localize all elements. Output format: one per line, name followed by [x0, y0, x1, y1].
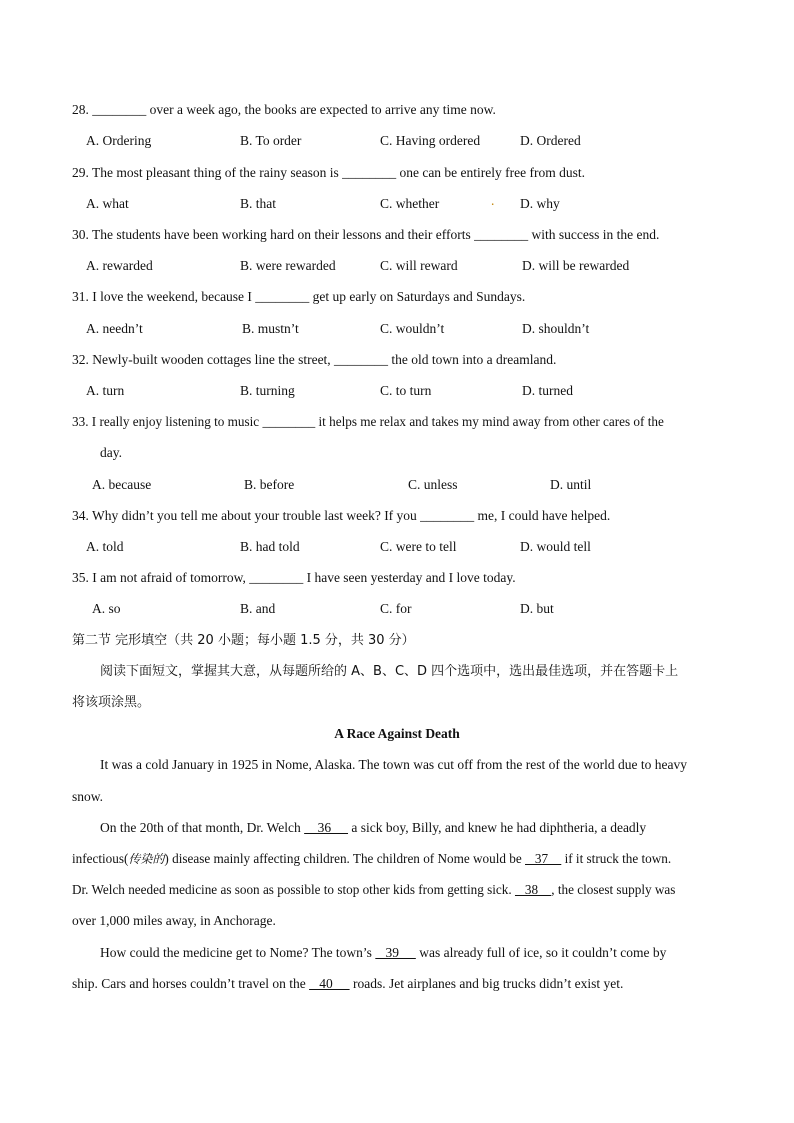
q35-option-c: C. for — [380, 601, 412, 616]
question-29-stem: 29. The most pleasant thing of the rainy season is ________ one can be entirely free from dust. — [72, 165, 585, 180]
q30-option-b: B. were rewarded — [240, 258, 336, 273]
q31-option-a: A. needn’t — [86, 321, 143, 336]
q35-option-d: D. but — [520, 601, 554, 616]
blank-38: 38 — [514, 882, 552, 897]
q31-option-c: C. wouldn’t — [380, 321, 445, 336]
blank-36: 36 — [304, 820, 349, 835]
q29-option-b: B. that — [240, 196, 276, 211]
q30-option-d: D. will be rewarded — [522, 258, 630, 273]
blank-39: 39 — [375, 945, 416, 960]
q30-option-a: A. rewarded — [86, 258, 153, 273]
section-instruction-continued: 将该项涂黑。 — [72, 695, 151, 710]
q31-option-d: D. shouldn’t — [522, 321, 590, 336]
q33-option-d: D. until — [550, 477, 592, 492]
section-heading: 第二节 完形填空（共 20 小题；每小题 1.5 分，共 30 分） — [72, 633, 415, 648]
q28-option-a: A. Ordering — [86, 133, 152, 148]
q29-option-c: C. whether — [380, 196, 440, 211]
q32-option-c: C. to turn — [380, 383, 432, 398]
passage-p2-line4: over 1,000 miles away, in Anchorage. — [72, 913, 276, 928]
q32-option-b: B. turning — [240, 383, 295, 398]
question-33-stem-continued: day. — [100, 445, 122, 460]
q34-option-a: A. told — [86, 539, 124, 554]
q28-option-b: B. To order — [240, 133, 302, 148]
q33-option-c: C. unless — [408, 477, 458, 492]
passage-p1-line2: snow. — [72, 789, 104, 804]
q31-option-b: B. mustn’t — [242, 321, 299, 336]
q33-option-a: A. because — [92, 477, 152, 492]
passage-p3-line2: ship. Cars and horses couldn’t travel on the 40 roads. Jet airplanes and big trucks didn’t exist yet. — [72, 976, 624, 991]
passage-p1-line1: It was a cold January in 1925 in Nome, Alaska. The town was cut off from the rest of the world due to heavy — [100, 757, 687, 772]
q35-option-b: B. and — [240, 601, 276, 616]
question-33-stem: 33. I really enjoy listening to music ________ it helps me relax and takes my mind away from other cares of the — [72, 414, 664, 429]
q28-option-c: C. Having ordered — [380, 133, 481, 148]
blank-40: 40 — [309, 976, 350, 991]
question-28-stem: 28. ________ over a week ago, the books are expected to arrive any time now. — [72, 102, 496, 117]
passage-p2-line3: Dr. Welch needed medicine as soon as possible to stop other kids from getting sick. 38 , the closest supply was — [72, 882, 676, 897]
question-31-stem: 31. I love the weekend, because I ________ get up early on Saturdays and Sundays. — [72, 289, 526, 304]
passage-title: A Race Against Death — [334, 726, 460, 741]
question-34-stem: 34. Why didn’t you tell me about your trouble last week? If you ________ me, I could have helped. — [72, 508, 611, 523]
question-35-stem: 35. I am not afraid of tomorrow, ________ I have seen yesterday and I love today. — [72, 570, 516, 585]
q34-option-c: C. were to tell — [380, 539, 457, 554]
question-32-stem: 32. Newly-built wooden cottages line the street, ________ the old town into a dreamland. — [72, 352, 557, 367]
passage-p2-line1: On the 20th of that month, Dr. Welch 36 a sick boy, Billy, and knew he had diphtheria, a deadly — [100, 820, 647, 835]
q33-option-b: B. before — [244, 477, 295, 492]
blank-37: 37 — [525, 851, 562, 866]
q30-option-c: C. will reward — [380, 258, 458, 273]
section-instruction: 阅读下面短文，掌握其大意，从每题所给的 A、B、C、D 四个选项中，选出最佳选项，并在答题卡上 — [100, 664, 679, 679]
q35-option-a: A. so — [92, 601, 121, 616]
q29-option-a: A. what — [86, 196, 129, 211]
q34-option-d: D. would tell — [520, 539, 591, 554]
q29-option-d: D. why — [520, 196, 560, 211]
q32-option-d: D. turned — [522, 383, 573, 398]
stray-mark: . — [491, 193, 495, 208]
q32-option-a: A. turn — [86, 383, 125, 398]
passage-p3-line1: How could the medicine get to Nome? The town’s 39 was already full of ice, so it couldn’t come by — [100, 945, 667, 960]
q28-option-d: D. Ordered — [520, 133, 581, 148]
question-30-stem: 30. The students have been working hard on their lessons and their efforts ________ with success in the end. — [72, 227, 660, 242]
q34-option-b: B. had told — [240, 539, 300, 554]
passage-p2-line2: infectious(传染的) disease mainly affecting children. The children of Nome would be 37 if it struck the town. — [72, 851, 672, 866]
